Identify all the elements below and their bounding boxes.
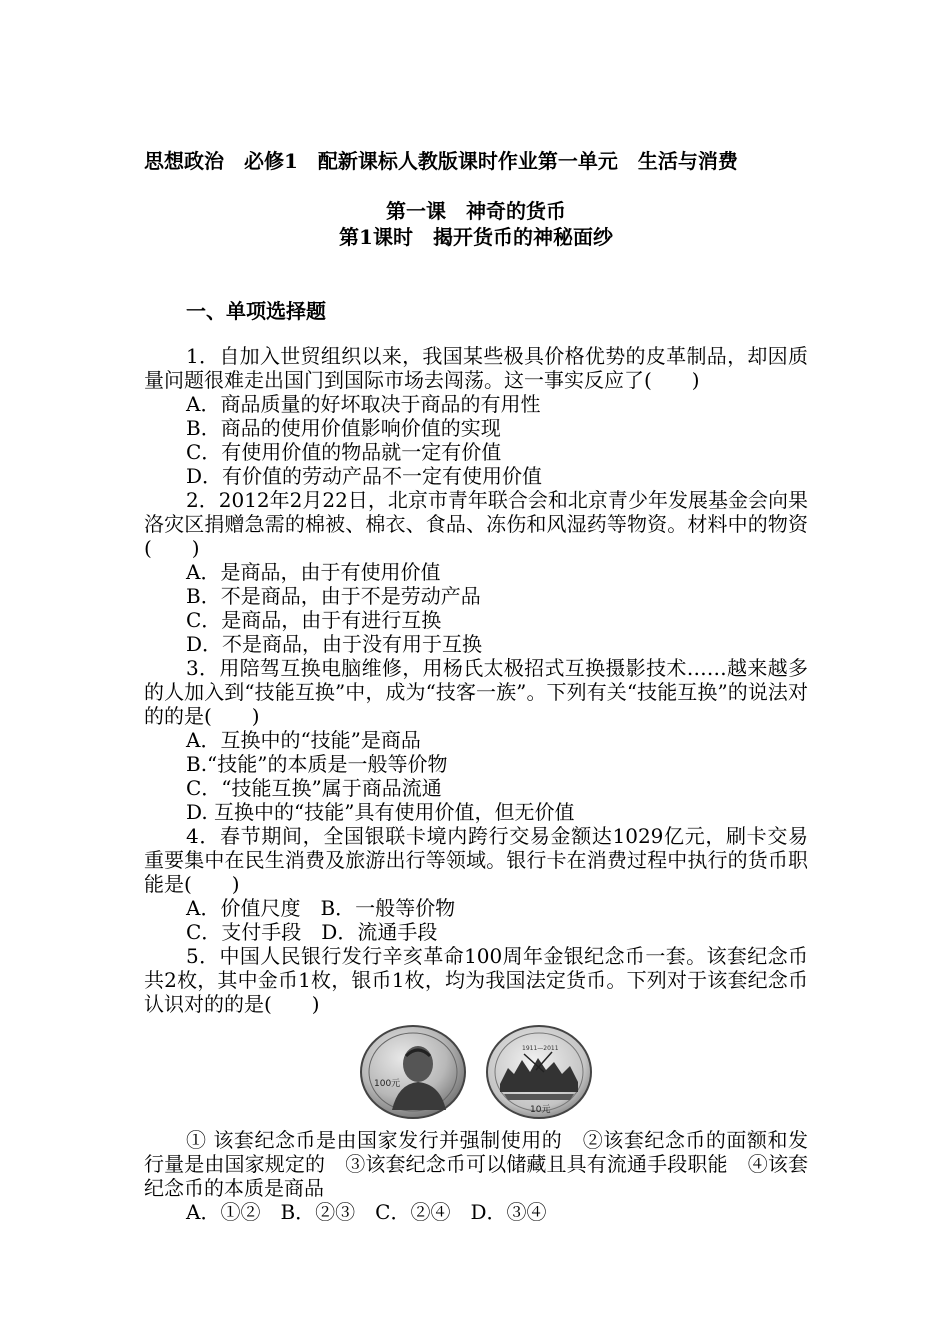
question-5-stem: 5．中国人民银行发行辛亥革命100周年金银纪念币一套。该套纪念币共2枚，其中金币1枚，银币1枚，均为我国法定货币。下列对于该套纪念币认识对的的是( ) bbox=[144, 944, 808, 1016]
question-2-stem: 2．2012年2月22日，北京市青年联合会和北京青少年发展基金会向果洛灾区捐赠急需的棉被、棉衣、食品、冻伤和风湿药等物资。材料中的物资( ) bbox=[144, 488, 808, 560]
question-1-option-b: B．商品的使用价值影响价值的实现 bbox=[186, 416, 501, 440]
silver-coin-image bbox=[484, 1024, 594, 1120]
question-3-option-a: A．互换中的“技能”是商品 bbox=[186, 728, 421, 752]
question-4-options-cd: C．支付手段 D．流通手段 bbox=[186, 920, 438, 944]
document-page bbox=[144, 148, 808, 1224]
question-5-statements: ① 该套纪念币是由国家发行并强制使用的 ②该套纪念币的面额和发行量是由国家规定的 ③该套纪念币可以储藏且具有流通手段职能 ④该套纪念币的本质是商品 bbox=[144, 1128, 808, 1200]
question-1-stem: 1．自加入世贸组织以来，我国某些极具价格优势的皮革制品，却因质量问题很难走出国门到国际市场去闯荡。这一事实反应了( ) bbox=[144, 344, 808, 392]
question-3-option-c: C．“技能互换”属于商品流通 bbox=[186, 776, 442, 800]
question-4-options-ab: A．价值尺度 B．一般等价物 bbox=[186, 896, 456, 920]
question-5-options: A．①② B．②③ C．②④ D．③④ bbox=[186, 1200, 547, 1224]
silver-coin-years: 1911—2011 bbox=[522, 1045, 559, 1052]
period-title: 第1课时 揭开货币的神秘面纱 bbox=[339, 225, 613, 249]
gold-coin-denomination: 100元 bbox=[374, 1079, 401, 1089]
question-3-stem: 3．用陪驾互换电脑维修，用杨氏太极招式互换摄影技术……越来越多的人加入到“技能互换”中，成为“技客一族”。下列有关“技能互换”的说法对的的是( ) bbox=[144, 656, 808, 728]
question-2-option-c: C．是商品，由于有进行互换 bbox=[186, 608, 442, 632]
question-1-option-d: D．有价值的劳动产品不一定有使用价值 bbox=[186, 464, 543, 488]
document-header: 思想政治 必修1 配新课标人教版课时作业第一单元 生活与消费 bbox=[144, 149, 738, 173]
question-2-option-a: A．是商品，由于有使用价值 bbox=[186, 560, 441, 584]
commemorative-coins-image bbox=[144, 1024, 808, 1120]
question-3-option-b: B.“技能”的本质是一般等价物 bbox=[186, 752, 448, 776]
gold-coin-image bbox=[358, 1024, 468, 1120]
silver-coin-denomination: 10元 bbox=[530, 1105, 551, 1115]
question-2-option-d: D．不是商品，由于没有用于互换 bbox=[186, 632, 483, 656]
question-4-stem: 4．春节期间，全国银联卡境内跨行交易金额达1029亿元，刷卡交易重要集中在民生消费及旅游出行等领域。银行卡在消费过程中执行的货币职能是( ) bbox=[144, 824, 808, 896]
question-3-option-d: D. 互换中的“技能”具有使用价值，但无价值 bbox=[186, 800, 575, 824]
question-2-option-b: B．不是商品，由于不是劳动产品 bbox=[186, 584, 481, 608]
question-1-option-a: A．商品质量的好坏取决于商品的有用性 bbox=[186, 392, 541, 416]
lesson-title: 第一课 神奇的货币 bbox=[386, 199, 566, 223]
question-1-option-c: C．有使用价值的物品就一定有价值 bbox=[186, 440, 502, 464]
section-title: 一、单项选择题 bbox=[186, 299, 326, 323]
